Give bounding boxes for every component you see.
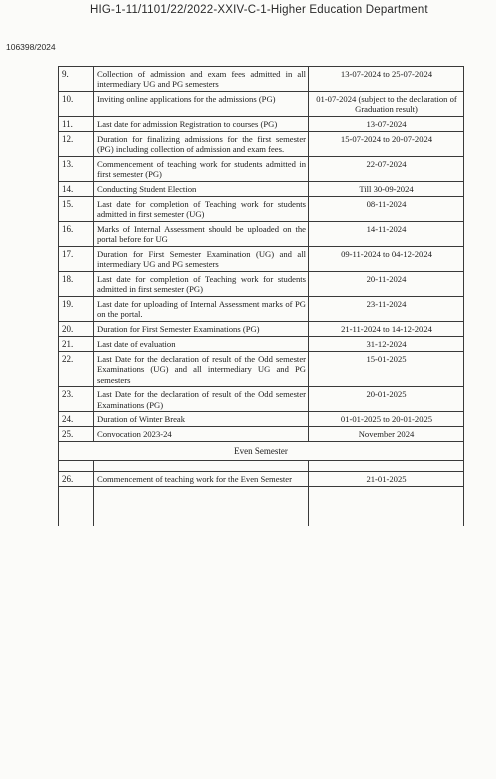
date-cell: 20-01-2025 bbox=[309, 387, 464, 412]
row-number: 26. bbox=[59, 471, 94, 486]
activity-cell: Commencement of teaching work for students admitted in first semester (PG) bbox=[94, 156, 309, 181]
activity-cell: Last date for completion of Teaching work for students admitted in first semester (UG) bbox=[94, 196, 309, 221]
empty-cell bbox=[94, 460, 309, 471]
empty-cell bbox=[94, 486, 309, 526]
academic-calendar-table bbox=[58, 66, 464, 526]
activity-cell: Commencement of teaching work for the Even Semester bbox=[94, 471, 309, 486]
row-number: 16. bbox=[59, 221, 94, 246]
row-number: 22. bbox=[59, 351, 94, 386]
document-number: 106398/2024 bbox=[6, 42, 56, 52]
row-number: 23. bbox=[59, 387, 94, 412]
activity-cell: Conducting Student Election bbox=[94, 181, 309, 196]
activity-cell: Last Date for the declaration of result of the Odd semester Examinations (UG) and all intermediary UG and PG semesters bbox=[94, 351, 309, 386]
empty-cell bbox=[309, 460, 464, 471]
table-row bbox=[59, 426, 464, 441]
table-row bbox=[59, 351, 464, 386]
activity-cell: Last date for admission Registration to courses (PG) bbox=[94, 116, 309, 131]
row-number: 14. bbox=[59, 181, 94, 196]
table-row bbox=[59, 321, 464, 336]
date-cell: 14-11-2024 bbox=[309, 221, 464, 246]
table-row bbox=[59, 271, 464, 296]
activity-cell: Duration for finalizing admissions for the first semester (PG) including collection of admission and exam fees. bbox=[94, 131, 309, 156]
table-row bbox=[59, 471, 464, 486]
table-row bbox=[59, 116, 464, 131]
row-number: 20. bbox=[59, 321, 94, 336]
table-row bbox=[59, 296, 464, 321]
activity-cell: Inviting online applications for the admissions (PG) bbox=[94, 91, 309, 116]
activity-cell: Marks of Internal Assessment should be uploaded on the portal before for UG bbox=[94, 221, 309, 246]
row-number: 9. bbox=[59, 67, 94, 92]
date-cell: Till 30-09-2024 bbox=[309, 181, 464, 196]
date-cell: 21-11-2024 to 14-12-2024 bbox=[309, 321, 464, 336]
table-row bbox=[59, 336, 464, 351]
row-number: 13. bbox=[59, 156, 94, 181]
date-cell: 22-07-2024 bbox=[309, 156, 464, 181]
activity-cell: Duration for First Semester Examinations (PG) bbox=[94, 321, 309, 336]
activity-cell: Collection of admission and exam fees admitted in all intermediary UG and PG semesters bbox=[94, 67, 309, 92]
row-number: 10. bbox=[59, 91, 94, 116]
activity-cell: Convocation 2023-24 bbox=[94, 426, 309, 441]
table-row bbox=[59, 221, 464, 246]
activity-cell: Last date for uploading of Internal Assessment marks of PG on the portal. bbox=[94, 296, 309, 321]
date-cell: 15-01-2025 bbox=[309, 351, 464, 386]
row-number: 11. bbox=[59, 116, 94, 131]
table-row bbox=[59, 131, 464, 156]
row-number: 12. bbox=[59, 131, 94, 156]
row-number: 25. bbox=[59, 426, 94, 441]
table-row bbox=[59, 387, 464, 412]
date-cell: November 2024 bbox=[309, 426, 464, 441]
activity-cell: Duration for First Semester Examination (UG) and all intermediary UG and PG semesters bbox=[94, 246, 309, 271]
row-number: 24. bbox=[59, 412, 94, 427]
row-number: 19. bbox=[59, 296, 94, 321]
row-number: 18. bbox=[59, 271, 94, 296]
table-row bbox=[59, 412, 464, 427]
row-number: 15. bbox=[59, 196, 94, 221]
spacer-row bbox=[59, 460, 464, 471]
table-row bbox=[59, 91, 464, 116]
date-cell: 20-11-2024 bbox=[309, 271, 464, 296]
date-cell: 01-01-2025 to 20-01-2025 bbox=[309, 412, 464, 427]
activity-cell: Duration of Winter Break bbox=[94, 412, 309, 427]
empty-cell bbox=[309, 486, 464, 526]
table-row bbox=[59, 246, 464, 271]
activity-cell: Last date of evaluation bbox=[94, 336, 309, 351]
table-row bbox=[59, 156, 464, 181]
continuation-row bbox=[59, 486, 464, 526]
section-heading-row bbox=[59, 441, 464, 460]
table-row bbox=[59, 181, 464, 196]
date-cell: 13-07-2024 bbox=[309, 116, 464, 131]
date-cell: 01-07-2024 (subject to the declaration of Graduation result) bbox=[309, 91, 464, 116]
table-row bbox=[59, 196, 464, 221]
activity-cell: Last Date for the declaration of result of the Odd semester Examinations (PG) bbox=[94, 387, 309, 412]
row-number: 17. bbox=[59, 246, 94, 271]
date-cell: 23-11-2024 bbox=[309, 296, 464, 321]
row-number: 21. bbox=[59, 336, 94, 351]
date-cell: 15-07-2024 to 20-07-2024 bbox=[309, 131, 464, 156]
activity-cell: Last date for completion of Teaching work for students admitted in first semester (PG) bbox=[94, 271, 309, 296]
file-reference-header: HIG-1-11/1101/22/2022-XXIV-C-1-Higher Education Department bbox=[90, 4, 428, 16]
date-cell: 08-11-2024 bbox=[309, 196, 464, 221]
table-row bbox=[59, 67, 464, 92]
schedule-rows bbox=[59, 67, 464, 526]
date-cell: 13-07-2024 to 25-07-2024 bbox=[309, 67, 464, 92]
empty-cell bbox=[59, 486, 94, 526]
date-cell: 09-11-2024 to 04-12-2024 bbox=[309, 246, 464, 271]
date-cell: 31-12-2024 bbox=[309, 336, 464, 351]
section-title: Even Semester bbox=[59, 441, 464, 460]
date-cell: 21-01-2025 bbox=[309, 471, 464, 486]
empty-cell bbox=[59, 460, 94, 471]
